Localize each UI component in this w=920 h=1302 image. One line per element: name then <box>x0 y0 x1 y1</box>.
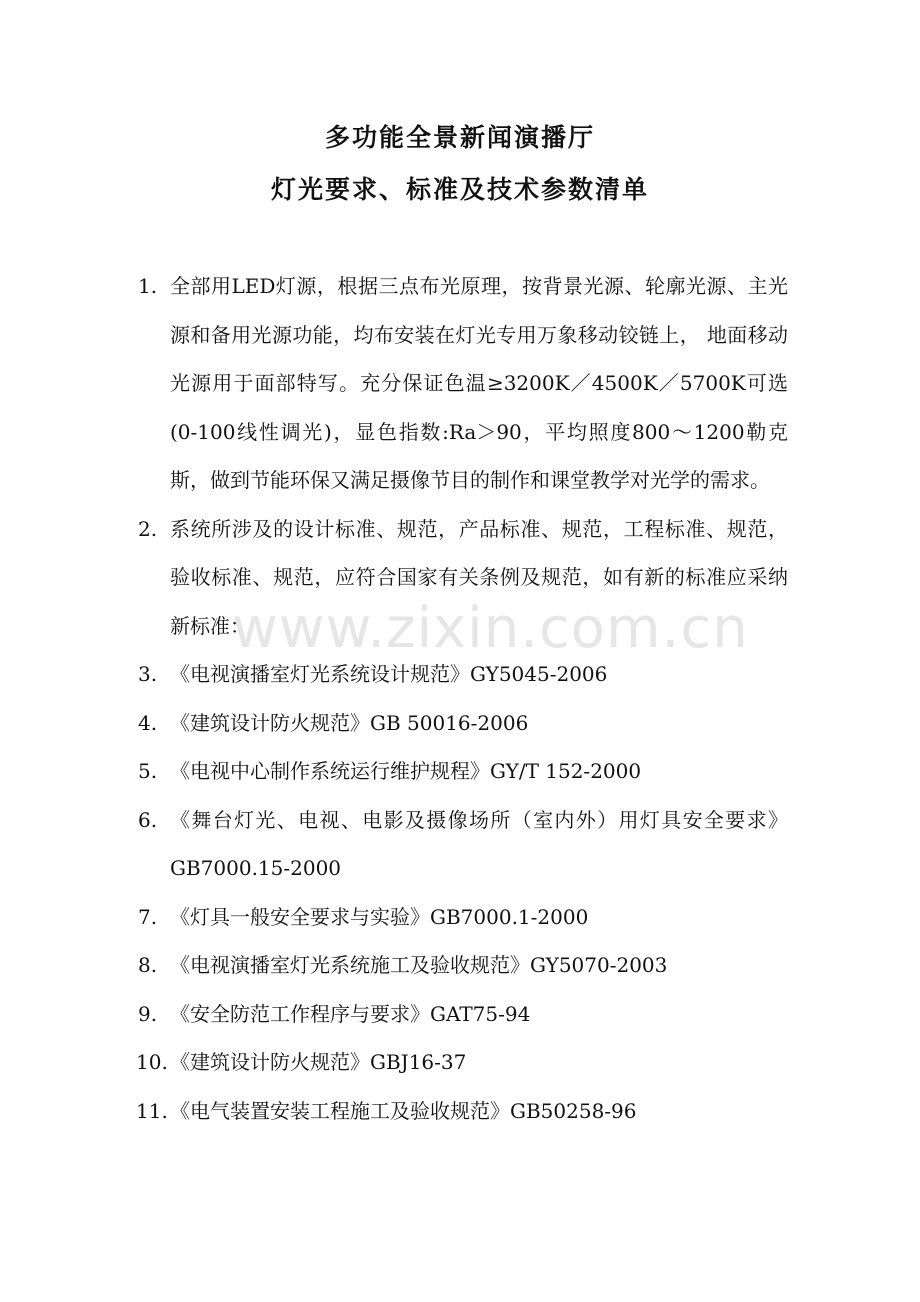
list-item <box>138 1087 788 1136</box>
list-item-number: 4. <box>138 710 158 735</box>
list-item <box>138 650 788 699</box>
list-item <box>138 747 788 796</box>
list-item-number: 9. <box>138 1001 158 1026</box>
list-item-text: 《安全防范工作程序与要求》GAT75-94 <box>170 1001 531 1026</box>
list-item-text: 《电视中心制作系统运行维护规程》GY/T 152-2000 <box>170 759 642 783</box>
list-item-number: 3. <box>138 662 158 686</box>
document-subtitle: 灯光要求、标准及技术参数清单 <box>270 175 649 204</box>
list-item-text: 《舞台灯光、电视、电影及摄像场所（室内外）用灯具安全要求》GB7000.15-2000 <box>170 807 788 880</box>
list-item-text: 《灯具一般安全要求与实验》GB7000.1-2000 <box>170 904 589 929</box>
list-item-text: 《电气装置安装工程施工及验收规范》GB50258-96 <box>170 1098 637 1123</box>
list-item <box>138 893 788 942</box>
list-item-text: 系统所涉及的设计标准、规范，产品标准、规范，工程标准、规范，验收标准、规范，应符合国家有关条例及规范，如有新的标准应采纳新标准： <box>170 516 788 638</box>
watermark: www.zixin.com.cn <box>232 596 749 661</box>
list-item <box>138 796 788 893</box>
list-item-text: 《电视演播室灯光系统设计规范》GY5045-2006 <box>170 662 608 686</box>
list-item-text: 《建筑设计防火规范》GB 50016-2006 <box>170 710 529 735</box>
list-item-text: 《建筑设计防火规范》GBJ16-37 <box>170 1050 467 1074</box>
list-item-number: 10. <box>136 1050 168 1074</box>
list-item-number: 11. <box>136 1098 168 1123</box>
list-item-number: 7. <box>138 904 158 929</box>
list-item <box>138 1038 788 1087</box>
list-item-number: 2. <box>138 516 158 541</box>
requirements-list <box>138 262 788 1135</box>
list-item <box>138 505 788 651</box>
list-item-number: 5. <box>138 759 158 783</box>
list-item <box>138 941 788 990</box>
list-item <box>138 699 788 748</box>
list-item-number: 6. <box>138 807 158 832</box>
list-item-number: 1. <box>138 274 158 298</box>
list-item-number: 8. <box>138 953 158 977</box>
list-item <box>138 262 788 505</box>
document-title: 多功能全景新闻演播厅 <box>324 123 595 152</box>
list-item-text: 全部用LED灯源，根据三点布光原理，按背景光源、轮廓光源、主光源和备用光源功能，均布安装在灯光专用万象移动铰链上， 地面移动光源用于面部特写。充分保证色温≥3200K／4500K／5700K可选 (0-100线性调光)，显色指数:Ra＞90，平均照度800～1200勒克斯，做到节能环保又满足摄像节目的制作和课堂教学对光学的需求。 <box>170 274 788 492</box>
list-item <box>138 990 788 1039</box>
list-item-text: 《电视演播室灯光系统施工及验收规范》GY5070-2003 <box>170 953 668 977</box>
